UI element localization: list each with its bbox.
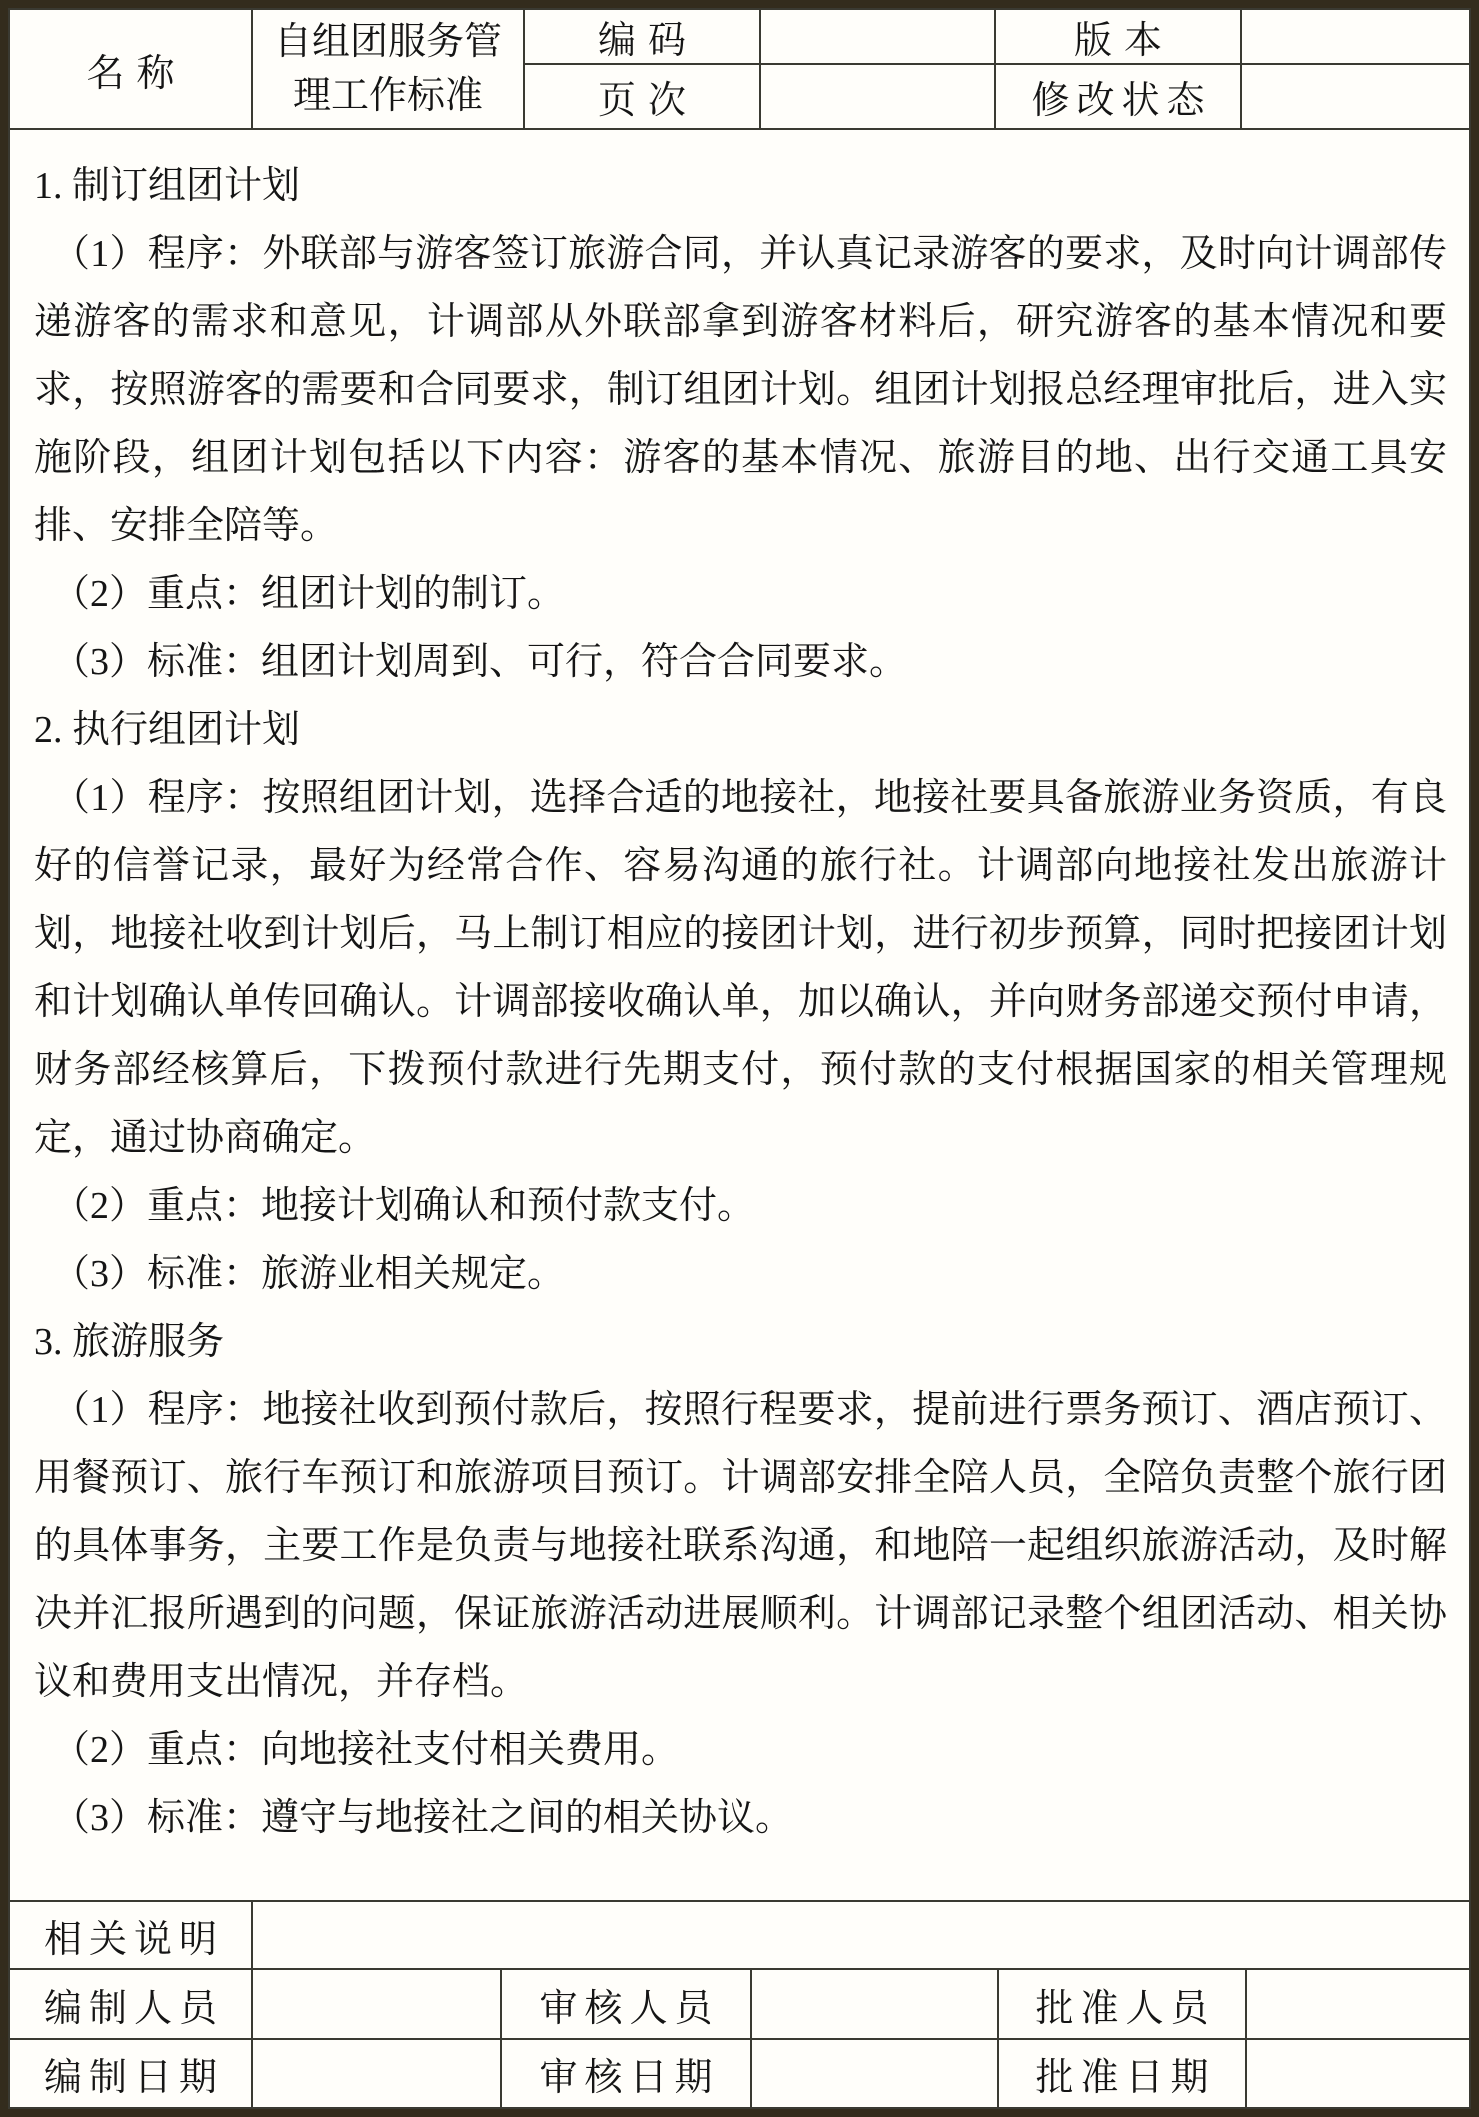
code-label: 编码: [525, 10, 761, 65]
compile-date-value: [253, 2040, 502, 2107]
name-label: 名称: [10, 10, 253, 128]
section-1-item-3: （3）标准：组团计划周到、可行，符合合同要求。: [52, 641, 908, 683]
review-date-value: [752, 2040, 999, 2107]
approver-label: 批准人员: [999, 1970, 1247, 2038]
approval-date-value: [1247, 2040, 1469, 2107]
approver-value: [1247, 1970, 1469, 2038]
section-1-item-1: （1）程序：外联部与游客签订旅游合同，并认真记录游客的要求，及时向计调部传递游客的需求和意见，计调部从外联部拿到游客材料后，研究游客的基本情况和要求，按照游客的需要和合同要求，制订组团计划。组团计划报总经理审批后，进入实施阶段，组团计划包括以下内容：游客的基本情况、旅游目的地、出行交通工具安排、安排全陪等。: [34, 233, 1447, 547]
section-2-heading: 2. 执行组团计划: [34, 709, 301, 751]
section-3-item-2: （2）重点：向地接社支付相关费用。: [52, 1729, 680, 1771]
reviewer-label: 审核人员: [502, 1970, 752, 2038]
revision-status-value: [1242, 65, 1469, 128]
version-value: [1242, 10, 1469, 65]
compiler-value: [253, 1970, 502, 2038]
review-date-label: 审核日期: [502, 2040, 752, 2107]
sign-off-row: [10, 1968, 1469, 2038]
page-number-value: [761, 65, 996, 128]
version-label: 版本: [996, 10, 1242, 65]
section-1-heading: 1. 制订组团计划: [34, 165, 301, 207]
section-2-item-1: （1）程序：按照组团计划，选择合适的地接社，地接社要具备旅游业务资质，有良好的信誉记录，最好为经常合作、容易沟通的旅行社。计调部向地接社发出旅游计划，地接社收到计划后，马上制订相应的接团计划，进行初步预算，同时把接团计划和计划确认单传回确认。计调部接收确认单，加以确认，并向财务部递交预付申请，财务部经核算后，下拨预付款进行先期支付，预付款的支付根据国家的相关管理规定，通过协商确定。: [34, 777, 1447, 1159]
section-1-item-2: （2）重点：组团计划的制订。: [52, 573, 566, 615]
revision-status-label: 修改状态: [996, 65, 1242, 128]
section-2-item-3: （3）标准：旅游业相关规定。: [52, 1253, 566, 1295]
approval-date-label: 批准日期: [999, 2040, 1247, 2107]
compile-date-label: 编制日期: [10, 2040, 253, 2107]
related-notes-label: 相关说明: [10, 1902, 253, 1968]
date-row: [10, 2038, 1469, 2107]
page-number-label: 页次: [525, 65, 761, 128]
footer-table: [10, 1900, 1469, 2107]
code-value: [761, 10, 996, 65]
section-3-heading: 3. 旅游服务: [34, 1321, 225, 1363]
section-2-item-2: （2）重点：地接计划确认和预付款支付。: [52, 1185, 756, 1227]
section-3-item-1: （1）程序：地接社收到预付款后，按照行程要求，提前进行票务预订、酒店预订、用餐预订、旅行车预订和旅游项目预订。计调部安排全陪人员，全陪负责整个旅行团的具体事务，主要工作是负责与地接社联系沟通，和地陪一起组织旅游活动，及时解决并汇报所遇到的问题，保证旅游活动进展顺利。计调部记录整个组团活动、相关协议和费用支出情况，并存档。: [34, 1389, 1447, 1703]
document-body: [10, 130, 1469, 1900]
document-page: [8, 8, 1471, 2109]
reviewer-value: [752, 1970, 999, 2038]
related-notes-row: [10, 1900, 1469, 1968]
related-notes-value: [253, 1902, 1469, 1968]
document-title: 自组团服务管理工作标准: [253, 10, 525, 128]
compiler-label: 编制人员: [10, 1970, 253, 2038]
section-3-item-3: （3）标准：遵守与地接社之间的相关协议。: [52, 1797, 794, 1839]
header-table: [10, 10, 1469, 130]
